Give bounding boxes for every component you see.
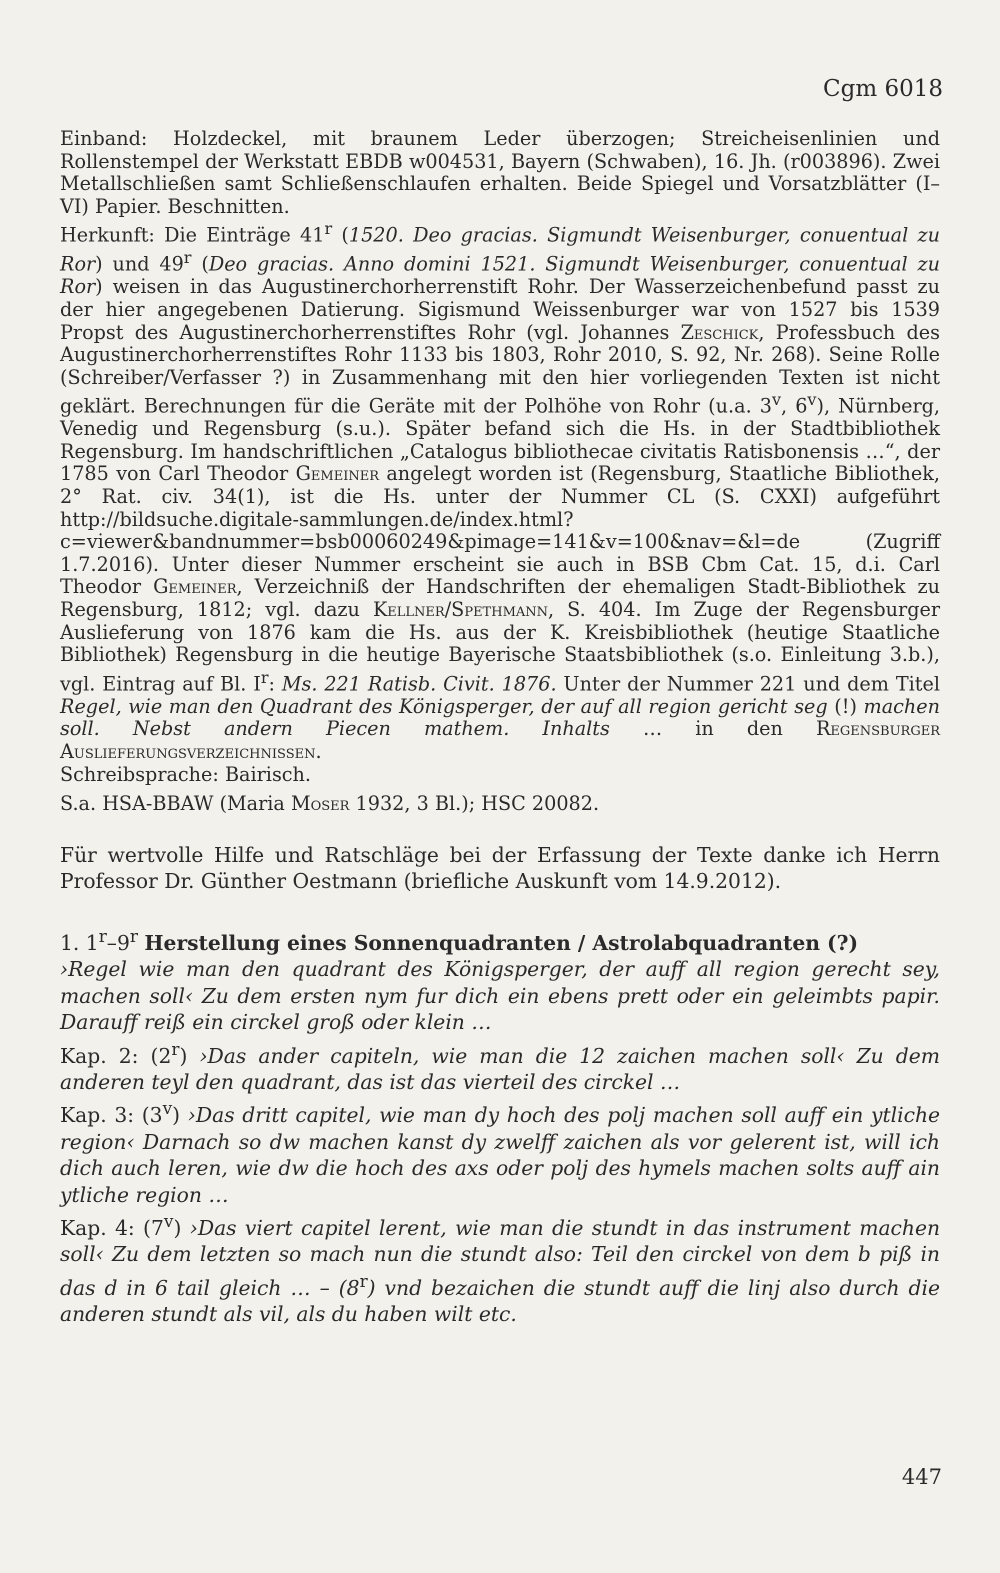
provenance-paragraph: Herkunft: Die Einträge 41$^r$ (1520. Deo gracias. Sigmundt Weisenburger, conuentual zu Ror) und 49$^r$ (Deo gracias. Anno domini 1521. Sigmundt Weisenburger, conuentual zu Ror) weisen in das Augustinerchorherrenstift Rohr. Der Wasserzeichenbefund passt zu der hier angegebenen Datierung. Sigismund Weissenburger war von 1527 bis 1539 Propst des Augustinerchorherrenstiftes Rohr (vgl. Johannes Zeschick, Professbuch des Augustinerchorherrenstiftes Rohr 1133 bis 1803, Rohr 2010, S. 92, Nr. 268). Seine Rolle (Schreiber/Verfasser ?) in Zusammenhang mit den hier vorliegenden Texten ist nicht geklärt. Berechnungen für die Geräte mit der Polhöhe von Rohr (u.a. 3$^v$, 6$^v$), Nürnberg, Venedig und Regensburg (s.u.). Später befand sich die Hs. in der Stadtbibliothek Regensburg. Im handschriftlichen „Catalogus bibliothecae civitatis Ratisbonensis …“, der 1785 von Carl Theodor Gemeiner angelegt worden ist (Regensburg, Staatliche Bibliothek, 2° Rat. civ. 34(1), ist die Hs. unter der Nummer CL (S. CXXI) aufgeführt http://bildsuche.digitale-sammlungen.de/index.html?c=viewer&bandnummer=bsb00060249&pimage=141&v=100&nav=&l=de (Zugriff 1.7.2016). Unter dieser Nummer erscheint sie auch in BSB Cbm Cat. 15, d.i. Carl Theodor Gemeiner, Verzeichniß der Handschriften der ehemaligen Stadt-Bibliothek zu Regensburg, 1812; vgl. dazu Kellner/Spethmann, S. 404. Im Zuge der Regensburger Auslieferung von 1876 kam die Hs. aus der K. Kreisbibliothek (heutige Staatliche Bibliothek) Regensburg in die heutige Bayerische Staatsbibliothek (s.o. Einleitung 3.b.), vgl. Eintrag auf Bl. $I^r$: Ms. 221 Ratisb. Civit. 1876. Unter der Nummer 221 und dem Titel Regel, wie man den Quadrant des Königsperger, der auf all region gericht seg (!) machen soll. Nebst andern Piecen mathem. Inhalts … in den Regensburger Auslieferungsverzeichnissen. [60, 219, 941, 763]
see-also: S.a. HSA-BBAW (Maria Moser 1932, 3 Bl.); HSC 20082. [60, 792, 600, 816]
page-body [60, 128, 940, 1328]
chapter-4: Kap. 4: (7$^v$) ›Das viert capitel lerent, wie man die stundt in das instrument machen soll‹ Zu dem letzten so mach nun die stundt also: Teil den circkel von dem b piß in das d in 6 tail gleich … – (8$^r$) vnd bezaichen die stundt auff die linj also durch die anderen stundt als vil, als du haben wilt etc. [60, 1211, 941, 1327]
scribal-language: Schreibsprache: Bairisch. [60, 762, 311, 786]
chapter-3: Kap. 3: (3$^v$) ›Das dritt capitel, wie man dy hoch des polj machen soll auff ein ytliche region‹ Darnach so dw machen kanst dy zwelff zaichen als vor gelerent ist, will ich dich auch leren, wie dw die hoch des axs oder polj des hymels machen solts auff ain ytliche region … [60, 1098, 941, 1207]
entry-incipit: ›Regel wie man den quadrant des Königsperger, der auff all region gerecht sey, machen soll‹ Zu dem ersten nym fur dich ein ebens prett oder ein geleimbts papir. Darauff reiß ein circkel groß oder klein … [60, 957, 940, 1035]
page-number: 447 [901, 1465, 942, 1489]
shelfmark-header: Cgm 6018 [823, 76, 943, 102]
author-name: Zeschick [680, 320, 759, 344]
reference-title: Regensburger Auslieferungsverzeichnissen [60, 717, 940, 763]
acknowledgement: Für wertvolle Hilfe und Ratschläge bei der Erfassung der Texte danke ich Herrn Professor Dr. Günther Oestmann (briefliche Auskunft vom 14.9.2012). [60, 842, 940, 894]
author-name: Kellner/Spethmann [372, 598, 549, 622]
author-name: Moser [290, 792, 350, 816]
author-name: Gemeiner [153, 575, 237, 599]
binding-description: Einband: Holzdeckel, mit braunem Leder überzogen; Streicheisenlinien und Rollenstempel der Werkstatt EBDB w004531, Bayern (Schwaben), 16. Jh. (r003896). Zwei Metallschließen samt Schließenschlaufen erhalten. Beide Spiegel und Vorsatzblätter (I–VI) Papier. Beschnitten. [60, 127, 940, 218]
author-name: Gemeiner [295, 462, 379, 486]
entry-title: 1. 1$^r$–9$^r$ Herstellung eines Sonnenquadranten / Astrolabquadranten (?) [60, 925, 859, 955]
chapter-2: Kap. 2: (2$^r$) ›Das ander capiteln, wie man die 12 zaichen machen soll‹ Zu dem anderen teyl den quadrant, das ist das vierteil des circkel … [60, 1038, 941, 1094]
